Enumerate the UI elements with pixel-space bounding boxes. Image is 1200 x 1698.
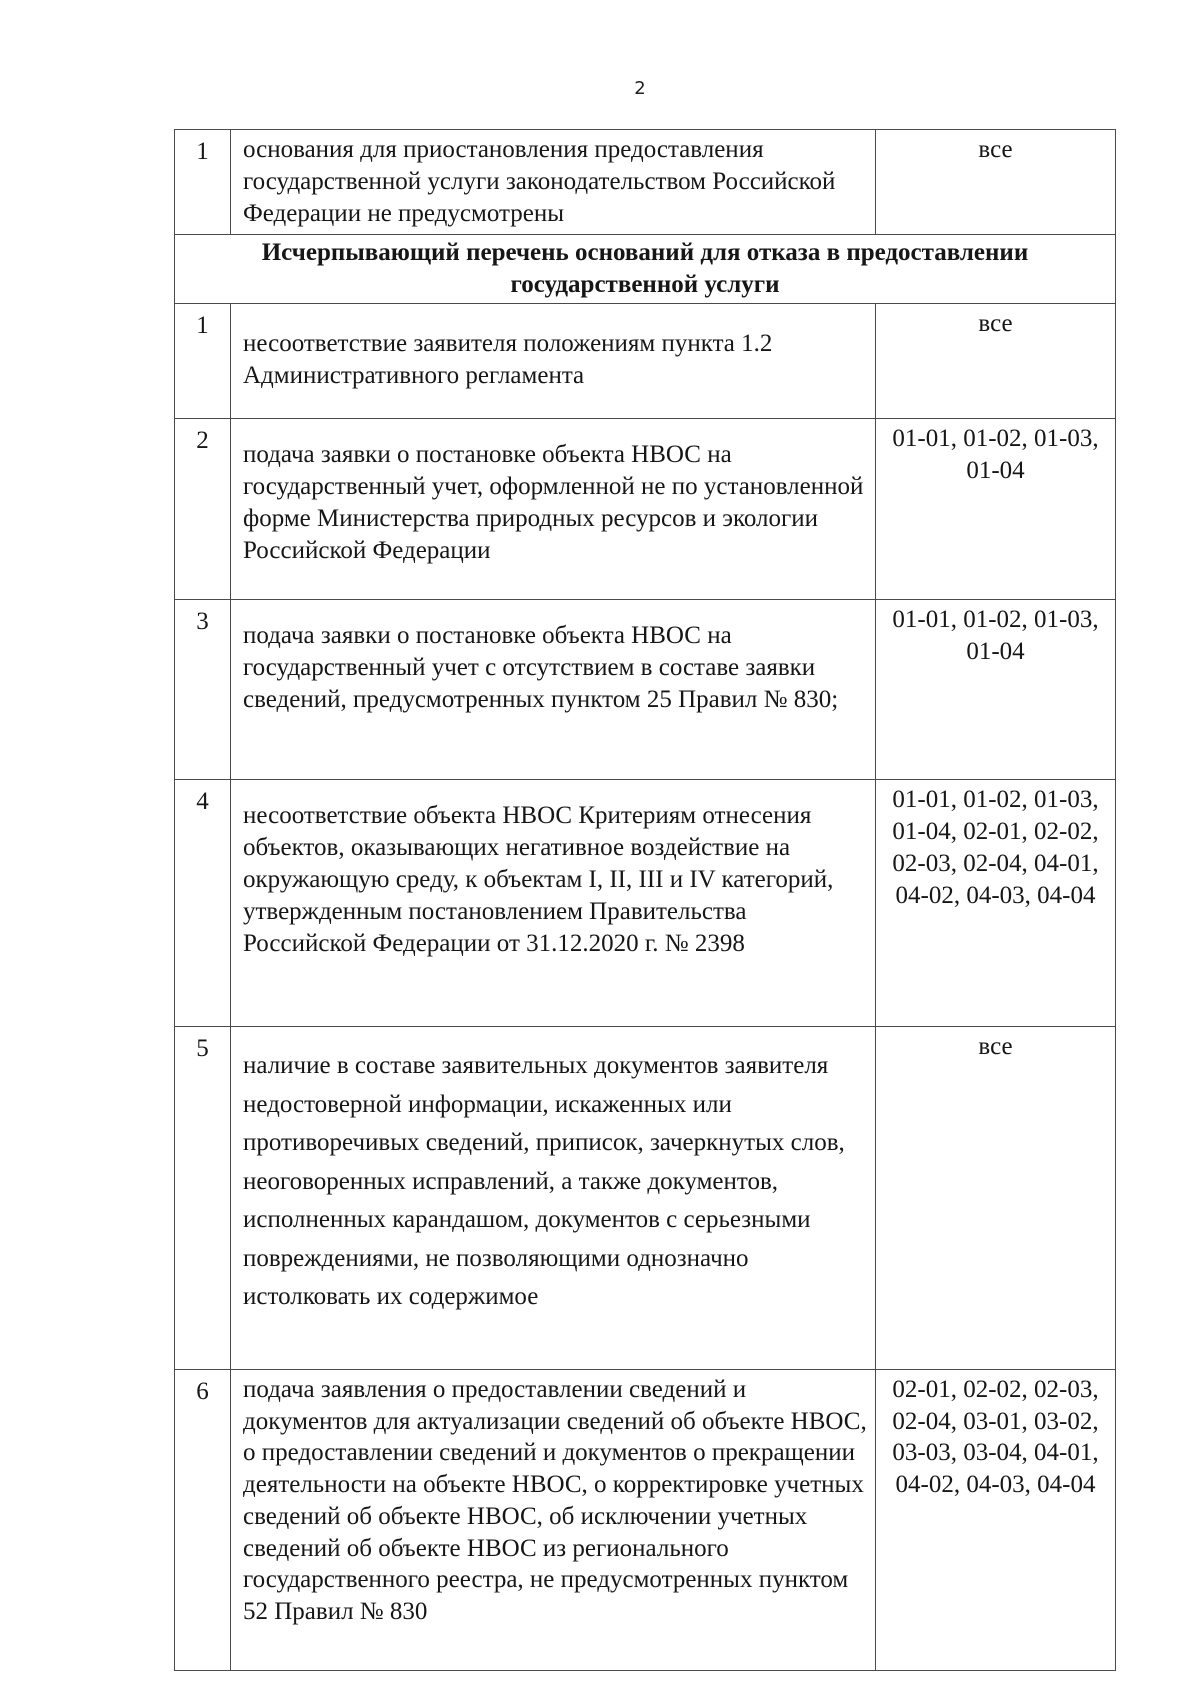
table-row — [175, 780, 1116, 1027]
row-number: 1 — [175, 304, 231, 419]
row-codes — [876, 130, 1116, 235]
table-row — [175, 600, 1116, 780]
page-number: 2 — [634, 78, 646, 99]
section-heading-row — [175, 235, 1116, 304]
row-description — [231, 1370, 876, 1671]
row-codes-text: все — [978, 136, 1013, 163]
row-description — [231, 419, 876, 600]
table-row — [175, 304, 1116, 419]
row-description-text: несоответствие объекта НВОС Критериям отнесения объектов, оказывающих негативное воздействие на окружающую среду, к объектам I, II, III и IV категорий, утвержденным постановлением Правительства Российской Федерации от 31.12.2020 г. № 2398 — [243, 802, 834, 957]
row-description — [231, 1027, 876, 1370]
row-description-text: основания для приостановления предоставления государственной услуги законодательством Российской Федерации не предусмотрены — [243, 136, 836, 227]
row-codes — [876, 304, 1116, 419]
table-row — [175, 1027, 1116, 1370]
table-row — [175, 130, 1116, 235]
row-codes — [876, 419, 1116, 600]
row-number: 6 — [175, 1370, 231, 1671]
row-number: 3 — [175, 600, 231, 780]
row-codes-text: 02-01, 02-02, 02-03, 02-04, 03-01, 03-02, 03-03, 03-04, 04-01, 04-02, 04-03, 04-04 — [892, 1376, 1099, 1499]
section-heading: Исчерпывающий перечень оснований для отказа в предоставлении государственной услуги — [175, 235, 1116, 304]
row-codes-text: все — [978, 310, 1013, 337]
row-codes-text: 01-01, 01-02, 01-03, 01-04 — [892, 606, 1099, 665]
row-description-text: несоответствие заявителя положениям пункта 1.2 Административного регламента — [243, 330, 773, 389]
row-number: 4 — [175, 780, 231, 1027]
row-codes — [876, 780, 1116, 1027]
row-codes — [876, 1370, 1116, 1671]
row-description — [231, 780, 876, 1027]
row-description — [231, 600, 876, 780]
table-row — [175, 1370, 1116, 1671]
row-description-text: подача заявки о постановке объекта НВОС на государственный учет, оформленной не по установленной форме Министерства природных ресурсов и экологии Российской Федерации — [243, 441, 864, 564]
row-number: 1 — [175, 130, 231, 235]
row-codes-text: все — [978, 1033, 1013, 1060]
row-description — [231, 304, 876, 419]
row-number: 5 — [175, 1027, 231, 1370]
row-description-text: подача заявки о постановке объекта НВОС на государственный учет с отсутствием в составе заявки сведений, предусмотренных пунктом 25 Правил № 830; — [243, 622, 839, 713]
table-row — [175, 419, 1116, 600]
row-codes — [876, 1027, 1116, 1370]
row-number: 2 — [175, 419, 231, 600]
row-codes — [876, 600, 1116, 780]
row-codes-text: 01-01, 01-02, 01-03, 01-04 — [892, 425, 1099, 484]
row-description-text: подача заявления о предоставлении сведений и документов для актуализации сведений об объекте НВОС, о предоставлении сведений и документов о прекращении деятельности на объекте НВОС, о корректировке учетных сведений об объекте НВОС, об исключении учетных сведений об объекте НВОС из регионального государственного реестра, не предусмотренных пунктом 52 Правил № 830 — [243, 1376, 867, 1625]
grounds-table — [174, 129, 1116, 1671]
row-description-text: наличие в составе заявительных документов заявителя недостоверной информации, искаженных или противоречивых сведений, приписок, зачеркнутых слов, неоговоренных исправлений, а также документов, исполненных карандашом, документов с серьезными повреждениями, не позволяющими однозначно истолковать их содержимое — [243, 1052, 845, 1310]
row-description — [231, 130, 876, 235]
row-codes-text: 01-01, 01-02, 01-03, 01-04, 02-01, 02-02, 02-03, 02-04, 04-01, 04-02, 04-03, 04-04 — [892, 786, 1099, 909]
